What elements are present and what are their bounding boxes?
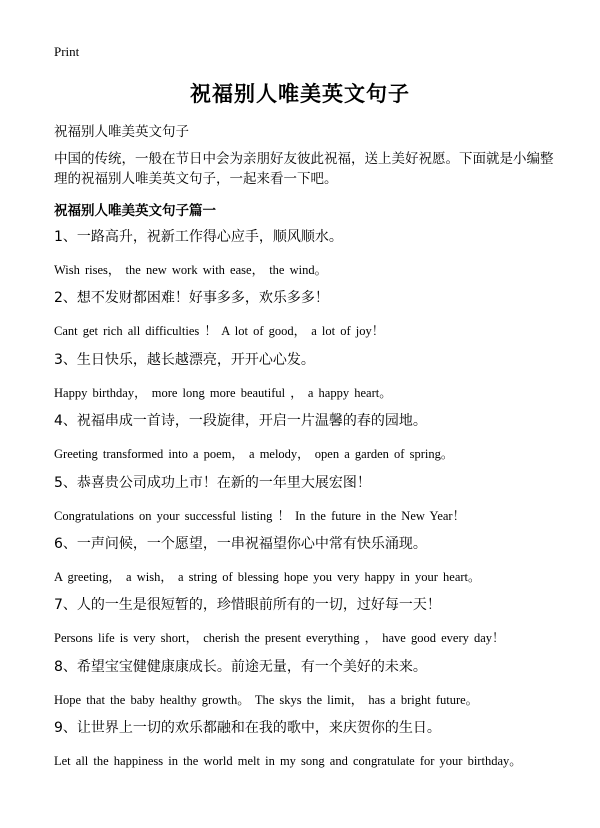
list-item [54,718,554,779]
list-item [54,411,554,472]
print-link[interactable]: Print [54,44,80,59]
list-item [54,473,554,534]
list-item [54,350,554,411]
english-sentence: Congratulations on your successful listing ！ In the future in the New Year！ [54,508,466,523]
intro-paragraph: 中国的传统，一般在节日中会为亲朋好友彼此祝福，送上美好祝愿。下面就是小编整理的祝福别人唯美英文句子，一起来看一下吧。 [54,151,554,187]
chinese-sentence: 3、生日快乐，越长越漂亮，开开心心发。 [54,351,315,368]
english-sentence: A greeting， a wish， a string of blessing hope you very happy in your heart。 [54,569,481,584]
list-item [54,534,554,595]
list-item [54,595,554,656]
chinese-sentence: 1、一路高升，祝新工作得心应手，顺风顺水。 [54,229,343,245]
sentence-list [54,227,554,780]
english-sentence: Hope that the baby healthy growth。 The skys the limit， has a bright future。 [54,692,479,707]
chinese-sentence: 5、恭喜贵公司成功上市！在新的一年里大展宏图！ [54,474,371,491]
english-sentence: Wish rises， the new work with ease， the wind。 [54,263,328,277]
english-sentence: Let all the happiness in the world melt in my song and congratulate for your birthday。 [54,754,522,769]
list-item [54,657,554,718]
chinese-sentence: 2、想不发财都困难！好事多多，欢乐多多！ [54,290,329,307]
chinese-sentence: 4、祝福串成一首诗，一段旋律，开启一片温馨的春的园地。 [54,413,427,430]
document-title: 祝福别人唯美英文句子 [190,82,410,106]
chinese-sentence: 7、人的一生是很短暂的，珍惜眼前所有的一切，过好每一天！ [54,597,441,614]
list-item [54,227,554,288]
chinese-sentence: 6、一声问候，一个愿望，一串祝福望你心中常有快乐涌现。 [54,535,427,552]
english-sentence: Persons life is very short， cherish the present everything ， have good every day！ [54,631,505,646]
chinese-sentence: 9、让世界上一切的欢乐都融和在我的歌中，来庆贺你的生日。 [54,720,441,737]
chinese-sentence: 8、希望宝宝健健康康成长。前途无量，有一个美好的未来。 [54,658,427,675]
english-sentence: Happy birthday， more long more beautiful ， a happy heart。 [54,385,392,400]
section-heading: 祝福别人唯美英文句子篇一 [54,203,216,219]
english-sentence: Greeting transformed into a poem， a melody， open a garden of spring。 [54,447,454,462]
english-sentence: Cant get rich all difficulties ！ A lot of good， a lot of joy！ [54,324,385,339]
list-item [54,288,554,349]
document-subtitle: 祝福别人唯美英文句子 [54,124,189,140]
